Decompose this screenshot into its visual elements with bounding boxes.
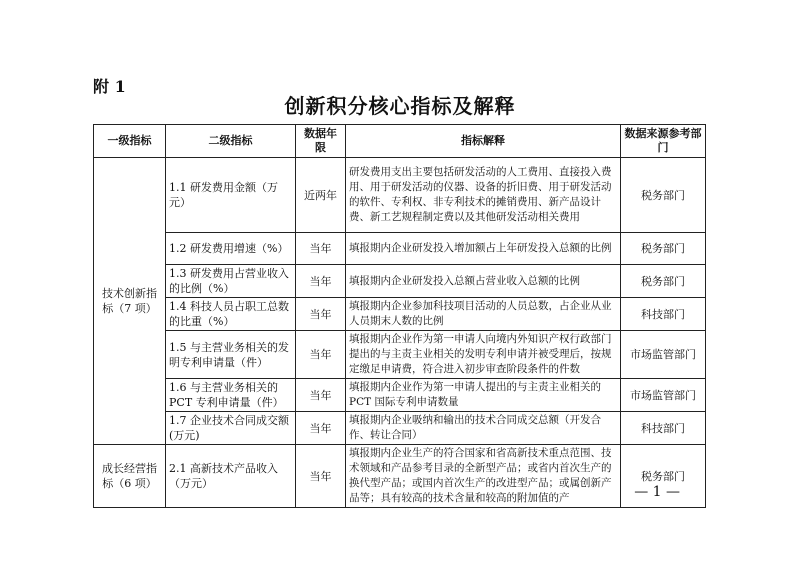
group-name: 技术创新指标（7 项） xyxy=(94,158,166,445)
explanation-cell: 填报期内企业研发投入增加额占上年研发投入总额的比例 xyxy=(346,233,621,265)
table-row xyxy=(94,233,706,265)
table-row xyxy=(94,298,706,331)
department-cell: 税务部门 xyxy=(621,158,706,233)
years-cell: 近两年 xyxy=(296,158,346,233)
department-cell: 税务部门 xyxy=(621,233,706,265)
explanation-cell: 填报期内企业作为第一申请人向境内外知识产权行政部门提出的与主责主业相关的发明专利申请并被受理后，按规定缴足申请费，符合进入初步审查阶段条件的件数 xyxy=(346,331,621,379)
years-cell: 当年 xyxy=(296,412,346,445)
explanation-cell: 填报期内企业作为第一申请人提出的与主责主业相关的 PCT 国际专利申请数量 xyxy=(346,379,621,412)
explanation-cell: 填报期内企业生产的符合国家和省高新技术重点范围、技术领域和产品参考目录的全新型产品；或省内首次生产的换代型产品；或国内首次生产的改进型产品；或属创新产品等；具有较高的技术含量和较高的附加值的产 xyxy=(346,445,621,508)
header-level1: 一级指标 xyxy=(94,125,166,158)
explanation-cell: 填报期内企业参加科技项目活动的人员总数，占企业从业人员期末人数的比例 xyxy=(346,298,621,331)
years-cell: 当年 xyxy=(296,298,346,331)
explanation-cell: 填报期内企业研发投入总额占营业收入总额的比例 xyxy=(346,265,621,298)
indicator-cell: 1.3 研发费用占营业收入的比例（%） xyxy=(166,265,296,298)
table-row xyxy=(94,331,706,379)
header-department: 数据来源参考部门 xyxy=(621,125,706,158)
indicator-cell: 1.5 与主营业务相关的发明专利申请量（件） xyxy=(166,331,296,379)
indicator-cell: 1.1 研发费用金额（万元） xyxy=(166,158,296,233)
indicator-cell: 1.6 与主营业务相关的 PCT 专利申请量（件） xyxy=(166,379,296,412)
header-level2: 二级指标 xyxy=(166,125,296,158)
header-explanation: 指标解释 xyxy=(346,125,621,158)
department-cell: 税务部门 xyxy=(621,445,706,508)
group-name: 成长经营指标（6 项） xyxy=(94,445,166,508)
indicator-cell: 1.4 科技人员占职工总数的比重（%） xyxy=(166,298,296,331)
years-cell: 当年 xyxy=(296,445,346,508)
explanation-cell: 研发费用支出主要包括研发活动的人工费用、直接投入费用、用于研发活动的仪器、设备的折旧费、用于研发活动的软件、专利权、非专利技术的摊销费用、新产品设计费、新工艺规程制定费以及其他研发活动相关费用 xyxy=(346,158,621,233)
department-cell: 市场监管部门 xyxy=(621,379,706,412)
years-cell: 当年 xyxy=(296,265,346,298)
table-row xyxy=(94,379,706,412)
years-cell: 当年 xyxy=(296,331,346,379)
table-row xyxy=(94,412,706,445)
table-row xyxy=(94,445,706,508)
department-cell: 科技部门 xyxy=(621,412,706,445)
department-cell: 科技部门 xyxy=(621,298,706,331)
table-row xyxy=(94,158,706,233)
page-number: — 1 — xyxy=(634,484,680,500)
attachment-label: 附 1 xyxy=(93,77,126,96)
table-row xyxy=(94,265,706,298)
table-header-row xyxy=(94,125,706,158)
explanation-cell: 填报期内企业吸纳和输出的技术合同成交总额（开发合作、转让合同） xyxy=(346,412,621,445)
indicator-cell: 1.7 企业技术合同成交额(万元) xyxy=(166,412,296,445)
header-years: 数据年限 xyxy=(296,125,346,158)
years-cell: 当年 xyxy=(296,233,346,265)
indicator-cell: 1.2 研发费用增速（%） xyxy=(166,233,296,265)
indicator-cell: 2.1 高新技术产品收入（万元） xyxy=(166,445,296,508)
department-cell: 税务部门 xyxy=(621,265,706,298)
indicator-table xyxy=(93,124,706,508)
document-title: 创新积分核心指标及解释 xyxy=(284,94,516,118)
department-cell: 市场监管部门 xyxy=(621,331,706,379)
years-cell: 当年 xyxy=(296,379,346,412)
